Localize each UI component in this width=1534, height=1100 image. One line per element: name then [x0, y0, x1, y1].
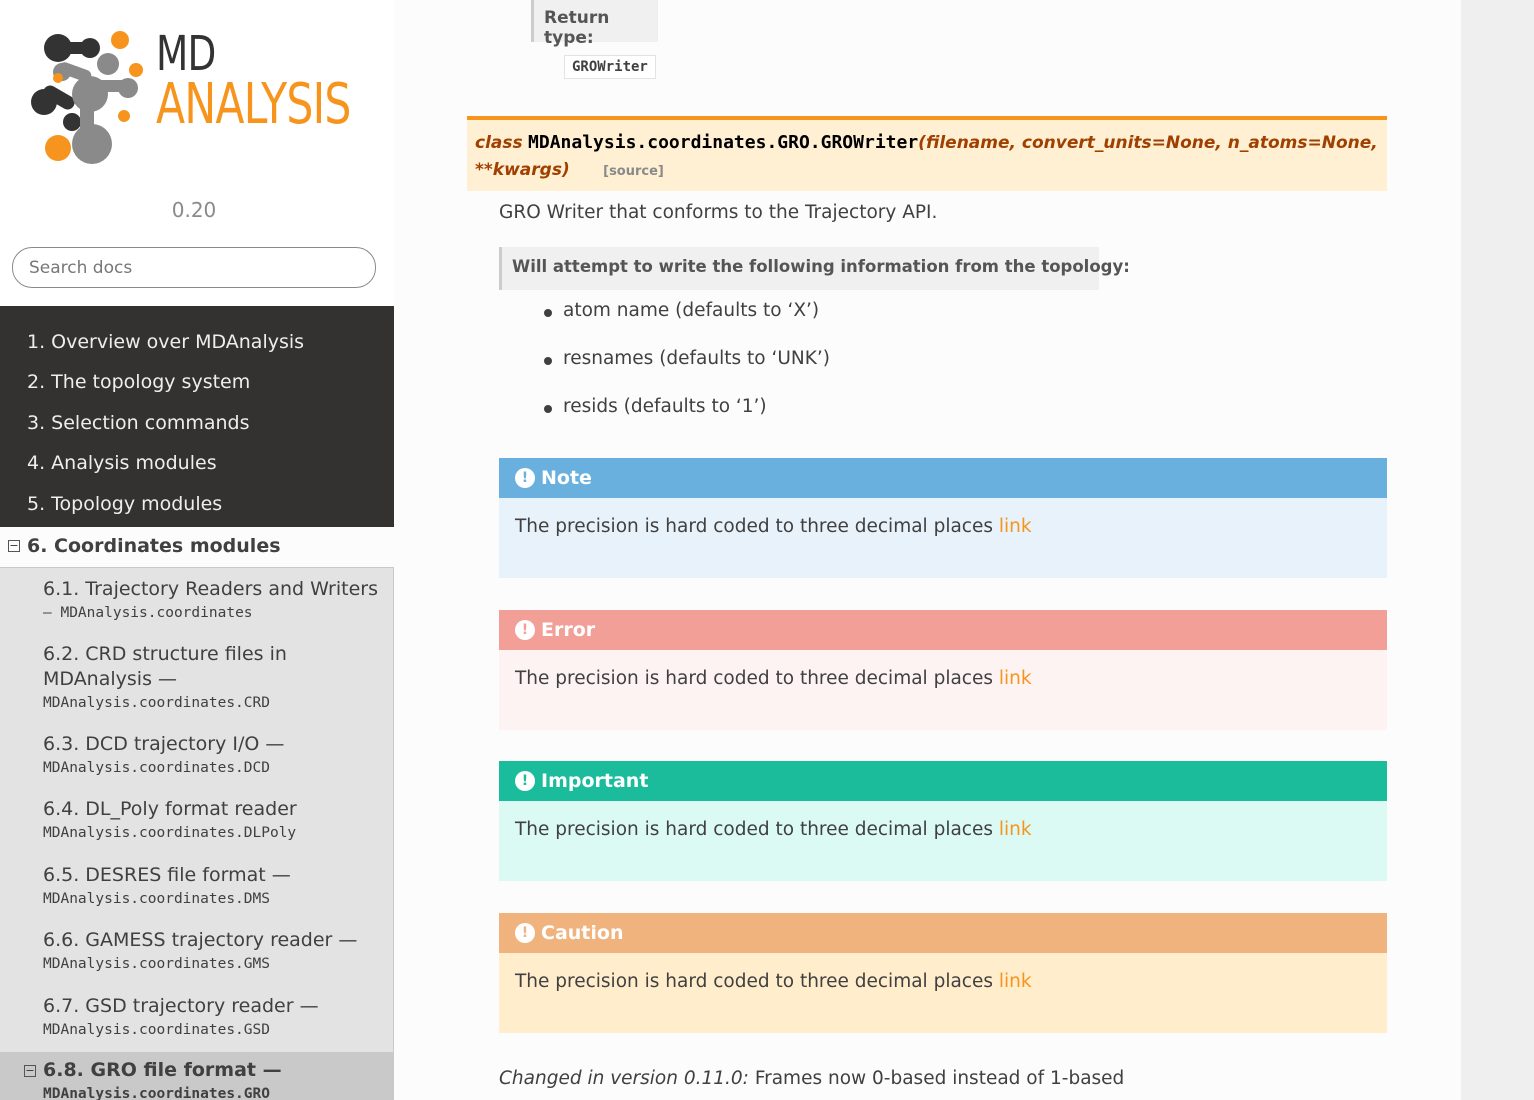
nav-sub-item-trajectory-readers[interactable] — [43, 577, 383, 624]
topology-info-list — [544, 300, 830, 444]
important-admonition — [499, 761, 1387, 881]
nav-sub-title: 6.2. CRD structure files in MDAnalysis — — [43, 643, 287, 690]
nav-sub-prefix: — — [43, 605, 61, 621]
nav-sub-module: MDAnalysis.coordinates.GMS — [43, 956, 270, 972]
nav-top-level — [0, 306, 394, 527]
admonition-text: The precision is hard coded to three decimal places — [515, 516, 993, 537]
nav-current-label: 6. Coordinates modules — [27, 535, 281, 557]
admonition-title-text: Note — [541, 467, 592, 489]
nav-sub-title: 6.1. Trajectory Readers and Writers — [43, 578, 378, 600]
nav-item-coordinates-modules[interactable] — [0, 527, 394, 568]
nav-sub-module: MDAnalysis.coordinates.CRD — [43, 695, 270, 711]
signature-close-paren: ) — [561, 160, 570, 180]
exclamation-circle-icon: ! — [515, 620, 535, 640]
main-content — [394, 0, 1461, 1100]
nav-sub-list — [0, 568, 394, 1052]
nav-sub-item-crd[interactable] — [43, 642, 383, 714]
exclamation-circle-icon: ! — [515, 923, 535, 943]
admonition-body — [499, 801, 1387, 881]
admonition-body — [499, 498, 1387, 578]
admonition-title-text: Important — [541, 770, 649, 792]
nav-sub-item-dlpoly[interactable] — [43, 797, 383, 844]
collapse-icon[interactable]: − — [25, 1064, 35, 1077]
nav-sub-module: MDAnalysis.coordinates.GSD — [43, 1022, 270, 1038]
collapse-icon[interactable]: − — [9, 539, 19, 552]
admonition-body — [499, 650, 1387, 730]
nav-sub-module: MDAnalysis.coordinates.DCD — [43, 760, 270, 776]
return-type-value[interactable]: GROWriter — [564, 55, 656, 79]
error-admonition — [499, 610, 1387, 730]
admonition-link[interactable]: link — [998, 668, 1032, 689]
molecule-logo-icon — [28, 24, 158, 169]
nav-item-selection-commands[interactable]: 3. Selection commands — [27, 412, 250, 434]
search-input[interactable] — [12, 247, 376, 288]
version-changed-note — [499, 1068, 1124, 1089]
nav-item-analysis-modules[interactable]: 4. Analysis modules — [27, 452, 217, 474]
admonition-title — [499, 610, 1387, 650]
nav-sub-title: 6.4. DL_Poly format reader — [43, 798, 297, 820]
nav-sub-item-dcd[interactable] — [43, 732, 383, 779]
caution-admonition — [499, 913, 1387, 1033]
nav-item-topology-modules[interactable]: 5. Topology modules — [27, 493, 223, 515]
version-label: 0.20 — [171, 198, 217, 222]
admonition-text: The precision is hard coded to three decimal places — [515, 819, 993, 840]
nav-sub-current-module: MDAnalysis.coordinates.GRO — [43, 1086, 270, 1100]
right-gutter — [1461, 0, 1534, 1100]
admonition-title — [499, 913, 1387, 953]
class-signature — [467, 116, 1387, 191]
logo-text-analysis: ANALYSIS — [156, 72, 351, 137]
admonition-title — [499, 458, 1387, 498]
admonition-title-text: Caution — [541, 922, 624, 944]
list-item: resnames (defaults to ‘UNK’) — [544, 348, 830, 396]
admonition-body — [499, 953, 1387, 1033]
exclamation-circle-icon: ! — [515, 771, 535, 791]
signature-keyword: class — [475, 133, 523, 153]
nav-item-topology-system[interactable]: 2. The topology system — [27, 371, 251, 393]
version-changed-text: Frames now 0-based instead of 1-based — [754, 1068, 1125, 1089]
list-item: resids (defaults to ‘1’) — [544, 396, 830, 444]
note-admonition — [499, 458, 1387, 578]
nav-sub-item-gsd[interactable] — [43, 994, 383, 1041]
admonition-link[interactable]: link — [998, 516, 1032, 537]
nav-sub-item-gro-current[interactable] — [0, 1052, 394, 1100]
nav-sub-current-title: 6.8. GRO file format — — [43, 1059, 282, 1081]
nav-sub-item-gms[interactable] — [43, 928, 383, 975]
signature-name: MDAnalysis.coordinates.GRO.GROWriter — [528, 132, 919, 153]
version-changed-label: Changed in version 0.11.0: — [499, 1068, 749, 1089]
return-type-label: Return type: — [531, 0, 658, 42]
source-link[interactable]: [source] — [603, 164, 664, 179]
list-item: atom name (defaults to ‘X’) — [544, 300, 830, 348]
admonition-title — [499, 761, 1387, 801]
admonition-link[interactable]: link — [998, 971, 1032, 992]
nav-sub-title: 6.3. DCD trajectory I/O — — [43, 733, 285, 755]
nav-sub-module: MDAnalysis.coordinates.DMS — [43, 891, 270, 907]
nav-sub-title: 6.5. DESRES file format — — [43, 864, 291, 886]
sidebar — [0, 0, 394, 1100]
logo-text-md: MD — [156, 26, 216, 82]
admonition-link[interactable]: link — [998, 819, 1032, 840]
nav-sub-module: MDAnalysis.coordinates.DLPoly — [43, 825, 297, 841]
admonition-text: The precision is hard coded to three decimal places — [515, 668, 993, 689]
nav-sub-item-dms[interactable] — [43, 863, 383, 910]
class-description: GRO Writer that conforms to the Trajectory API. — [499, 202, 938, 223]
signature-params: filename, convert_units=None, n_atoms=None, **kwargs — [475, 133, 1378, 180]
nav-sub-title: 6.6. GAMESS trajectory reader — — [43, 929, 358, 951]
nav-sub-title: 6.7. GSD trajectory reader — — [43, 995, 319, 1017]
field-label: Will attempt to write the following information from the topology: — [499, 247, 1099, 290]
admonition-text: The precision is hard coded to three decimal places — [515, 971, 993, 992]
nav-item-overview[interactable]: 1. Overview over MDAnalysis — [27, 331, 305, 353]
signature-open-paren: ( — [918, 133, 926, 153]
mdanalysis-logo[interactable] — [28, 24, 368, 169]
exclamation-circle-icon: ! — [515, 468, 535, 488]
admonition-title-text: Error — [541, 619, 596, 641]
nav-sub-module: MDAnalysis.coordinates — [60, 605, 253, 621]
